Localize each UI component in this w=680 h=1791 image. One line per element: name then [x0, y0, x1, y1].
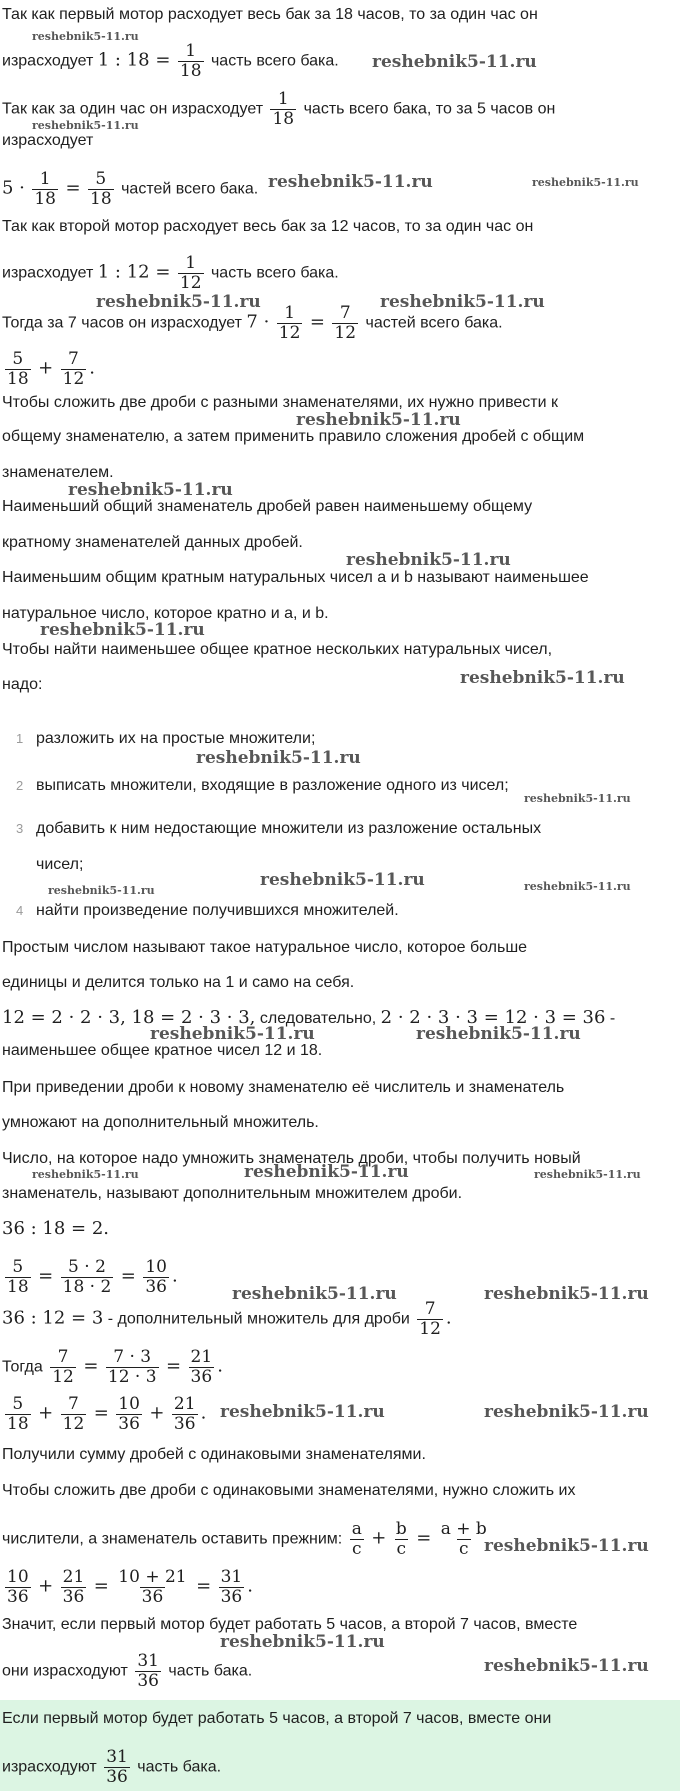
list-number: 4: [16, 903, 24, 918]
text-line: Наименьшим общим кратным натуральных чисел a и b называют наименьшее: [2, 569, 589, 586]
text-line: Чтобы найти наименьшее общее кратное нескольких натуральных чисел,: [2, 641, 553, 658]
text-line: знаменателем.: [2, 464, 114, 481]
math-line: Так как за один час он израсходует $\frac{1}{18}$ часть всего бака, то за 5 часов он: [2, 89, 556, 129]
fraction: $\frac{1}{18}$: [179, 41, 202, 81]
fraction: $\frac{5 \cdot 2}{18 \cdot 2}$: [62, 1257, 112, 1297]
math-line: числители, а знаменатель оставить прежним: $\frac{a}{c}$ + $\frac{b}{c}$ = $\frac{a + b}{c}$: [2, 1519, 487, 1559]
watermark: reshebnik5-11.ru: [268, 172, 433, 192]
watermark: reshebnik5-11.ru: [346, 550, 511, 570]
list-item: добавить к ним недостающие множители из разложение остальных: [36, 820, 542, 837]
fraction: $\frac{10}{36}$: [145, 1257, 167, 1297]
math-line: $\frac{10}{36}$ + $\frac{21}{36}$ = $\frac{10 + 21}{36}$ = $\frac{31}{36}$ .: [7, 1567, 253, 1607]
watermark: reshebnik5-11.ru: [532, 176, 639, 189]
list-item: разложить их на простые множители;: [36, 730, 316, 747]
fraction: $\frac{a + b}{c}$: [440, 1519, 487, 1559]
fraction: $\frac{1}{12}$: [179, 253, 202, 293]
math-line: израсходует 1 : 18 = $\frac{1}{18}$ часть всего бака.: [2, 41, 339, 81]
math-line: 5 · $\frac{1}{18}$ = $\frac{5}{18}$ частей всего бака.: [2, 169, 259, 209]
watermark: reshebnik5-11.ru: [534, 1168, 641, 1181]
fraction: $\frac{31}{36}$: [220, 1567, 243, 1607]
text-line: знаменатель, называют дополнительным множителем дроби.: [2, 1185, 463, 1202]
text-line: умножают на дополнительный множитель.: [2, 1114, 319, 1131]
answer-box: [0, 1700, 680, 1791]
fraction: $\frac{b}{c}$: [395, 1519, 407, 1559]
fraction: $\frac{1}{12}$: [278, 303, 301, 343]
watermark: reshebnik5-11.ru: [32, 30, 139, 43]
text-line: Получили сумму дробей с одинаковыми знаменателями.: [2, 1446, 426, 1463]
watermark: reshebnik5-11.ru: [484, 1402, 649, 1422]
watermark: reshebnik5-11.ru: [260, 870, 425, 890]
watermark: reshebnik5-11.ru: [232, 1284, 397, 1304]
list-number: 2: [16, 778, 24, 793]
watermark: reshebnik5-11.ru: [220, 1402, 385, 1422]
fraction: $\frac{5}{18}$: [7, 349, 29, 389]
math-line: $\frac{5}{18}$ + $\frac{7}{12}$ .: [7, 349, 96, 389]
fraction: $\frac{7}{12}$: [334, 303, 357, 343]
fraction: $\frac{7}{12}$: [419, 1299, 441, 1339]
fraction: $\frac{31}{36}$: [137, 1651, 159, 1691]
fraction: $\frac{21}{36}$: [62, 1567, 85, 1607]
watermark: reshebnik5-11.ru: [484, 1656, 649, 1676]
text-line: Так как первый мотор расходует весь бак за 18 часов, то за один час он: [2, 6, 538, 23]
fraction: $\frac{10}{36}$: [7, 1567, 29, 1607]
math-line: израсходует 1 : 12 = $\frac{1}{12}$ часть всего бака.: [2, 253, 339, 293]
watermark: reshebnik5-11.ru: [416, 1024, 581, 1044]
list-number: 1: [16, 731, 24, 746]
watermark: reshebnik5-11.ru: [32, 1168, 139, 1181]
watermark: reshebnik5-11.ru: [524, 792, 631, 805]
text-line: кратному знаменателей данных дробей.: [2, 534, 303, 551]
list-number: 3: [16, 821, 24, 836]
text-line: Так как второй мотор расходует весь бак за 12 часов, то за один час он: [2, 218, 534, 235]
text-line: Число, на которое надо умножить знаменатель дроби, чтобы получить новый: [2, 1150, 581, 1167]
watermark: reshebnik5-11.ru: [68, 480, 233, 500]
math-line: Тогда $\frac{7}{12}$ = $\frac{7 \cdot 3}{12 \cdot 3}$ = $\frac{21}{36}$ .: [2, 1347, 223, 1387]
text-line: Чтобы сложить две дроби с разными знаменателями, их нужно привести к: [2, 394, 559, 411]
watermark: reshebnik5-11.ru: [220, 1632, 385, 1652]
fraction: $\frac{7}{12}$: [62, 1394, 85, 1434]
fraction: $\frac{10}{36}$: [118, 1394, 140, 1434]
text-line: Чтобы сложить две дроби с одинаковыми знаменателями, нужно сложить их: [2, 1482, 576, 1499]
watermark: reshebnik5-11.ru: [296, 410, 461, 430]
answer-line: израсходуют $\frac{31}{36}$ часть бака.: [2, 1747, 222, 1787]
fraction: $\frac{7}{12}$: [52, 1347, 74, 1387]
math-line: 12 = 2 · 2 · 3, 18 = 2 · 3 · 3, следовательно, 2 · 2 · 3 · 3 = 12 · 3 = 36 -: [2, 1007, 616, 1028]
text-line: единицы и делится только на 1 и само на себя.: [2, 974, 355, 991]
fraction: $\frac{5}{18}$: [90, 169, 112, 209]
watermark: reshebnik5-11.ru: [380, 292, 545, 312]
watermark: reshebnik5-11.ru: [196, 748, 361, 768]
watermark: reshebnik5-11.ru: [32, 119, 139, 132]
math-line: они израсходуют $\frac{31}{36}$ часть бака.: [2, 1651, 253, 1691]
fraction: $\frac{7 \cdot 3}{12 \cdot 3}$: [107, 1347, 157, 1387]
watermark: reshebnik5-11.ru: [460, 668, 625, 688]
text-line: надо:: [2, 676, 43, 693]
text-line: общему знаменателю, а затем применить правило сложения дробей с общим: [2, 428, 585, 445]
math-line: $\frac{5}{18}$ + $\frac{7}{12}$ = $\frac{10}{36}$ + $\frac{21}{36}$ .: [7, 1394, 207, 1434]
list-item: выписать множители, входящие в разложение одного из чисел;: [36, 777, 509, 794]
text-line: израсходует: [2, 132, 94, 149]
fraction: $\frac{5}{18}$: [7, 1394, 29, 1434]
watermark: reshebnik5-11.ru: [48, 884, 155, 897]
math-line: 36 : 18 = 2.: [2, 1218, 110, 1239]
watermark: reshebnik5-11.ru: [484, 1284, 649, 1304]
text-line: натуральное число, которое кратно и a, и b.: [2, 605, 329, 622]
watermark: reshebnik5-11.ru: [150, 1024, 315, 1044]
watermark: reshebnik5-11.ru: [484, 1536, 649, 1556]
list-item: найти произведение получившихся множителей.: [36, 902, 399, 919]
fraction: $\frac{5}{18}$: [7, 1257, 29, 1297]
fraction: $\frac{21}{36}$: [190, 1347, 213, 1387]
watermark: reshebnik5-11.ru: [524, 880, 631, 893]
math-line: 36 : 12 = 3 - дополнительный множитель для дроби $\frac{7}{12}$ .: [2, 1299, 452, 1339]
watermark: reshebnik5-11.ru: [372, 52, 537, 72]
fraction: $\frac{1}{18}$: [272, 89, 295, 129]
watermark: reshebnik5-11.ru: [96, 292, 261, 312]
fraction: $\frac{7}{12}$: [62, 349, 85, 389]
text-line: Значит, если первый мотор будет работать 5 часов, а второй 7 часов, вместе: [2, 1616, 578, 1633]
fraction: $\frac{10 + 21}{36}$: [118, 1567, 187, 1607]
fraction: $\frac{21}{36}$: [173, 1394, 196, 1434]
answer-line: Если первый мотор будет работать 5 часов, а второй 7 часов, вместе они: [2, 1710, 552, 1727]
text-line: Наименьший общий знаменатель дробей равен наименьшему общему: [2, 498, 533, 515]
text-line: наименьшее общее кратное чисел 12 и 18.: [2, 1042, 323, 1059]
text-line: При приведении дроби к новому знаменателю её числитель и знаменатель: [2, 1079, 565, 1096]
watermark: reshebnik5-11.ru: [244, 1162, 409, 1182]
list-item: чисел;: [36, 856, 84, 873]
math-line: Тогда за 7 часов он израсходует 7 · $\frac{1}{12}$ = $\frac{7}{12}$ частей всего бака.: [2, 303, 503, 343]
math-line: $\frac{5}{18}$ = $\frac{5 \cdot 2}{18 \cdot 2}$ = $\frac{10}{36}$ .: [7, 1257, 178, 1297]
fraction: $\frac{31}{36}$: [106, 1747, 128, 1787]
fraction: $\frac{1}{18}$: [34, 169, 56, 209]
text-line: Простым числом называют такое натуральное число, которое больше: [2, 939, 528, 956]
fraction: $\frac{a}{c}$: [351, 1519, 362, 1559]
watermark: reshebnik5-11.ru: [40, 620, 205, 640]
